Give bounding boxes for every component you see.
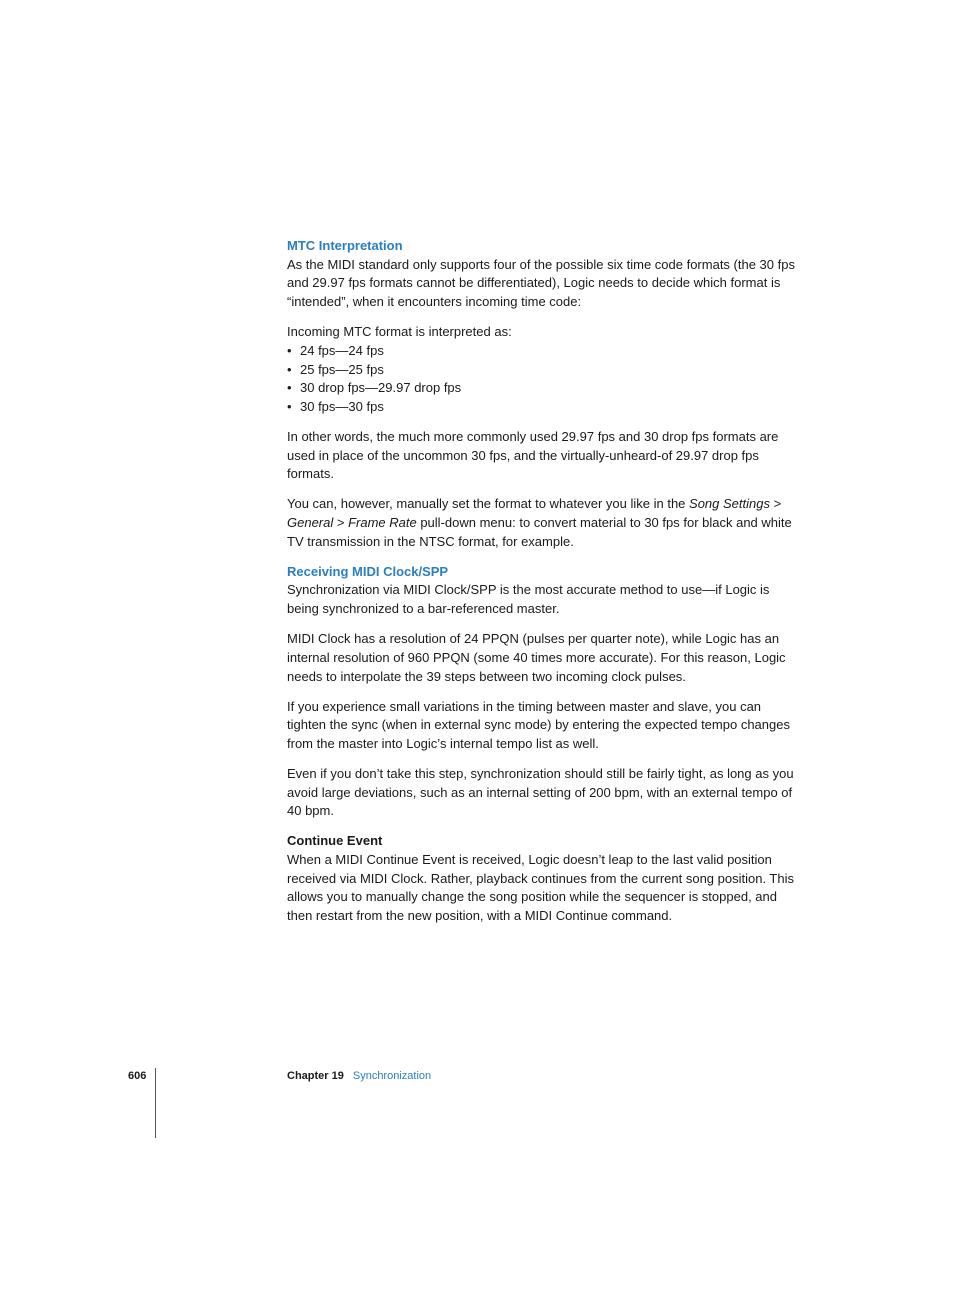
list-item: • 30 drop fps—29.97 drop fps <box>287 379 799 398</box>
bullet: • <box>287 398 292 414</box>
menu-path-frame-rate: Frame Rate <box>348 515 417 531</box>
bullet: • <box>287 342 292 358</box>
section-heading-receiving-midi-clock: Receiving MIDI Clock/SPP <box>287 563 449 579</box>
menu-path-general: General <box>287 515 334 531</box>
footer-divider <box>155 1068 156 1138</box>
chapter-label: Chapter 19 <box>287 1070 344 1082</box>
section-heading-mtc-interpretation: MTC Interpretation <box>287 238 403 253</box>
paragraph-midi-clock-accuracy: Synchronization via MIDI Clock/SPP is the most accurate method to use—if Logic is being synchronized to a bar-referenced master. <box>287 582 770 617</box>
bullet: • <box>287 361 292 377</box>
paragraph-timing-variations: If you experience small variations in the timing between master and slave, you can tighten the sync (when in external sync mode) by entering the expected tempo changes from the master into Logic’s internal tempo list as well. <box>287 698 790 751</box>
footer-chapter-info <box>287 1070 431 1082</box>
list-item: • 24 fps—24 fps <box>287 342 799 361</box>
list-item: • 25 fps—25 fps <box>287 361 799 380</box>
list-item: • 30 fps—30 fps <box>287 398 799 417</box>
bullet: • <box>287 380 292 396</box>
chapter-section-link[interactable]: Synchronization <box>352 1070 432 1082</box>
subsection-heading-continue-event: Continue Event <box>287 833 383 849</box>
paragraph-mtc-intro: As the MIDI standard only supports four of the possible six time code formats (the 30 fps and 29.97 fps formats cannot be differentiated), Logic needs to decide which format is “intended”, when it encounters incoming time code: <box>287 256 795 310</box>
paragraph-manual-format: You can, however, manually set the format to whatever you like in the Song Settings > General > Frame Rate pull-down menu: to convert material to 30 fps for black and white TV transmission in the NTSC format, for example. <box>287 496 792 549</box>
paragraph-midi-clock-resolution: MIDI Clock has a resolution of 24 PPQN (pulses per quarter note), while Logic has an internal resolution of 960 PPQN (some 40 times more accurate). For this reason, Logic needs to interpolate the 39 steps between two incoming clock pulses. <box>287 631 786 684</box>
page-body <box>287 237 799 937</box>
paragraph-sync-tight: Even if you don’t take this step, synchronization should still be fairly tight, as long as you avoid large deviations, such as an internal setting of 200 bpm, with an external tempo of 40 bpm. <box>287 765 794 819</box>
paragraph-continue-event: When a MIDI Continue Event is received, Logic doesn’t leap to the last valid position received via MIDI Clock. Rather, playback continues from the current song position. This allows you to manually change the song position while the sequencer is stopped, and then restart from the new position, with a MIDI Continue command. <box>287 852 794 924</box>
paragraph-other-words: In other words, the much more commonly used 29.97 fps and 30 drop fps formats are used in place of the uncommon 30 fps, and the virtually-unheard-of 29.97 drop fps formats. <box>287 428 779 482</box>
page-number: 606 <box>128 1070 147 1082</box>
menu-path-song-settings: Song Settings <box>689 496 770 512</box>
mtc-format-list <box>287 342 799 417</box>
list-lead: Incoming MTC format is interpreted as: <box>287 324 512 340</box>
